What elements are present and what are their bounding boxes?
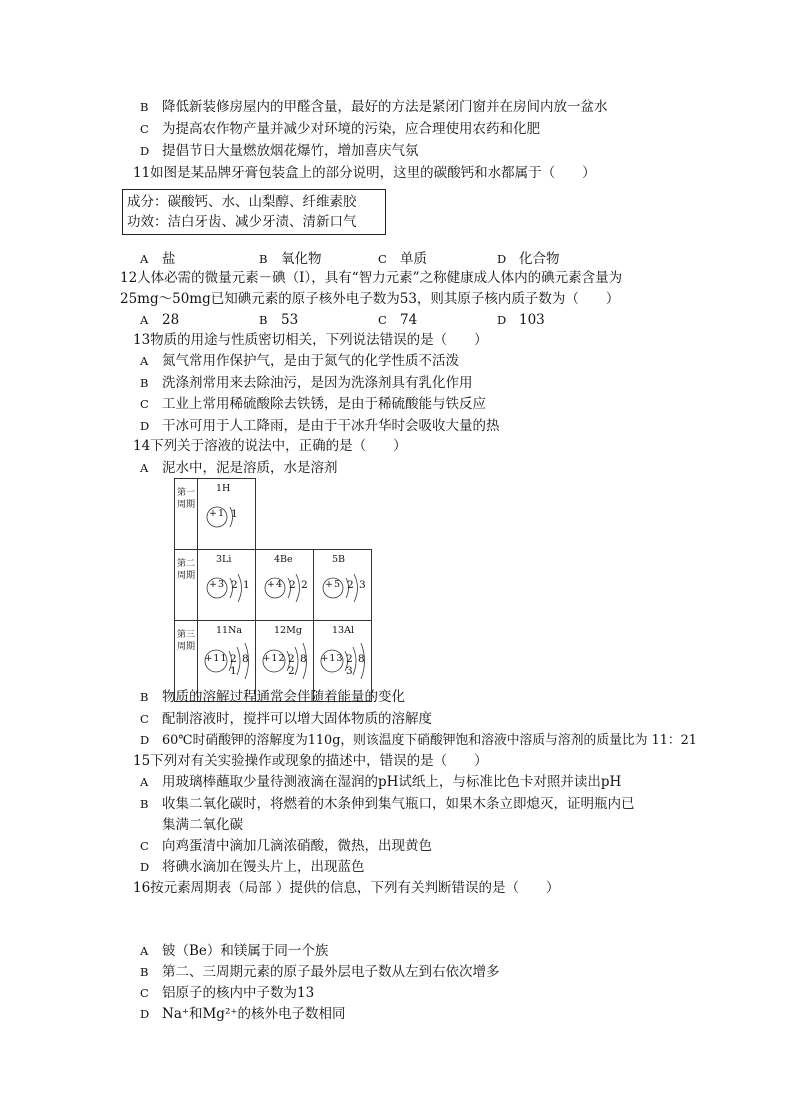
electron-shells: 2 2: [289, 579, 309, 591]
option-c: [140, 710, 432, 728]
option-letter: D: [497, 252, 507, 266]
option-text: 化合物: [519, 251, 560, 267]
option-letter: B: [259, 252, 268, 266]
element-symbol: 4Be: [274, 554, 293, 565]
option-text: 洗涤剂常用来去除油污，是因为洗涤剂具有乳化作用: [162, 375, 473, 391]
option-b-continuation: [140, 816, 243, 834]
option-b: [140, 374, 473, 392]
electron-shells: 2 1: [231, 579, 251, 591]
option-d: [497, 247, 560, 267]
question-15-stem: 15下列对有关实验操作或现象的描述中，错误的是（ ）: [133, 753, 488, 769]
ingredients-line: 成分：碳酸钙、水、山梨醇、纤维素胶: [127, 194, 357, 210]
option-letter: B: [140, 965, 149, 979]
option-d: [140, 731, 697, 750]
period-label: 第三周期: [175, 621, 198, 702]
question-12-stem-line1: 12人体必需的微量元素－碘（I），具有“智力元素”之称健康成人体内的碘元素含量为: [120, 270, 623, 286]
question-13-stem: 13物质的用途与性质密切相关，下列说法错误的是（ ）: [133, 332, 488, 348]
option-text: 53: [281, 312, 299, 328]
option-letter: C: [140, 712, 149, 726]
option-letter: D: [140, 144, 150, 158]
electron-shells: 1: [231, 508, 239, 520]
nucleus-charge: +5: [324, 579, 341, 590]
option-text: 铍（Be）和镁属于同一个族: [162, 943, 329, 959]
option-text: 收集二氧化碳时，将燃着的木条伸到集气瓶口，如果木条立即熄灭，证明瓶内已: [162, 796, 635, 812]
option-text: Na⁺和Mg²⁺的核外电子数相同: [162, 1006, 346, 1022]
electron-shells: 2 8 3: [346, 653, 366, 677]
option-letter: C: [140, 839, 149, 853]
option-letter: A: [140, 461, 149, 475]
electron-shells: 2 3: [347, 579, 367, 591]
option-text: 第二、三周期元素的原子最外层电子数从左到右依次增多: [162, 964, 500, 980]
option-b: [140, 688, 405, 706]
option-letter: D: [140, 1007, 150, 1021]
option-text: 干冰可用于人工降雨，是由于干冰升华时会吸收大量的热: [162, 418, 500, 434]
option-letter: B: [140, 100, 149, 114]
element-symbol: 5B: [332, 554, 346, 565]
option-letter: B: [140, 690, 149, 704]
option-c: [378, 312, 417, 328]
option-letter: A: [140, 354, 149, 368]
option-b: [140, 795, 635, 813]
option-text: 氧化物: [281, 251, 322, 267]
option-d: [140, 142, 419, 160]
option-text: 铝原子的核内中子数为13: [162, 985, 315, 1001]
electron-shells: 2 8 1: [230, 653, 250, 677]
electron-shells: 2 8 2: [288, 653, 308, 677]
option-letter: C: [140, 397, 149, 411]
nucleus-charge: +4: [266, 579, 283, 590]
periodic-table-fragment: [174, 478, 372, 702]
option-letter: D: [140, 860, 150, 874]
option-letter: B: [259, 313, 268, 327]
option-c: [140, 984, 314, 1002]
nucleus-charge: +1: [208, 508, 225, 519]
option-text: 盐: [162, 251, 176, 267]
option-letter: A: [140, 313, 149, 327]
option-a: [140, 773, 621, 791]
option-a: [140, 459, 338, 477]
option-b: [259, 312, 298, 328]
option-c: [378, 247, 427, 267]
option-text: 工业上常用稀硫酸除去铁锈，是由于稀硫酸能与铁反应: [162, 396, 486, 412]
question-12-stem-line2: 25mg～50mg已知碘元素的原子核外电子数为53，则其原子核内质子数为（ ）: [120, 291, 620, 307]
option-text: 集满二氧化碳: [162, 817, 243, 833]
option-text: 氮气常用作保护气，是由于氮气的化学性质不活泼: [162, 353, 459, 369]
option-text: 28: [162, 312, 180, 328]
option-letter: C: [378, 252, 387, 266]
option-letter: A: [140, 775, 149, 789]
option-letter: D: [140, 733, 150, 747]
nucleus-charge: +3: [208, 579, 225, 590]
option-letter: C: [140, 986, 149, 1000]
option-letter: C: [378, 313, 387, 327]
question-11-stem: 11如图是某品牌牙膏包装盒上的部分说明，这里的碳酸钙和水都属于（ ）: [133, 165, 596, 181]
option-text: 单质: [400, 251, 427, 267]
option-text: 泥水中，泥是溶质，水是溶剂: [162, 460, 338, 476]
option-text: 降低新装修房屋内的甲醛含量，最好的方法是紧闭门窗并在房间内放一盆水: [162, 99, 608, 115]
element-symbol: 3Li: [216, 554, 232, 565]
option-letter: D: [140, 419, 150, 433]
element-symbol: 1H: [216, 483, 231, 494]
option-a: [140, 942, 328, 960]
option-letter: C: [140, 122, 149, 136]
option-letter: D: [497, 313, 507, 327]
option-d: [497, 312, 545, 328]
option-text: 将碘水滴加在馒头片上，出现蓝色: [162, 859, 365, 875]
option-text: 为提高农作物产量并减少对环境的污染，应合理使用农药和化肥: [162, 121, 540, 137]
option-a: [140, 312, 179, 328]
element-cell-li: [198, 550, 256, 621]
option-letter: B: [140, 376, 149, 390]
option-letter: A: [140, 252, 149, 266]
option-text: 用玻璃棒蘸取少量待测液滴在湿润的pH试纸上，与标准比色卡对照并读出pH: [162, 774, 622, 790]
option-c: [140, 120, 540, 138]
nucleus-charge: +11: [204, 653, 228, 664]
question-14-stem: 14下列关于溶液的说法中，正确的是（ ）: [133, 438, 407, 454]
question-16-stem: 16按元素周期表（局部 ）提供的信息，下列有关判断错误的是（ ）: [133, 880, 560, 896]
element-symbol: 11Na: [216, 625, 243, 636]
option-text: 向鸡蛋清中滴加几滴浓硝酸，微热，出现黄色: [162, 838, 432, 854]
element-cell-b: [314, 550, 372, 621]
option-c: [140, 837, 432, 855]
element-symbol: 13Al: [332, 625, 354, 636]
effects-line: 功效：洁白牙齿、减少牙渍、清新口气: [127, 214, 357, 230]
element-cell-h: [198, 479, 256, 550]
nucleus-charge: +13: [320, 653, 344, 664]
option-text: 74: [400, 312, 418, 328]
period-label: 第二周期: [175, 550, 198, 621]
option-b: [140, 98, 608, 116]
option-text: 配制溶液时，搅拌可以增大固体物质的溶解度: [162, 711, 432, 727]
nucleus-charge: +12: [262, 653, 286, 664]
option-c: [140, 395, 486, 413]
option-d: [140, 1005, 346, 1023]
option-text: 60℃时硝酸钾的溶解度为110g，则该温度下硝酸钾饱和溶液中溶质与溶剂的质量比为 11：21: [162, 733, 697, 748]
option-text: 物质的溶解过程通常会伴随着能量的变化: [162, 689, 405, 705]
toothpaste-label-box: [122, 189, 386, 235]
option-letter: A: [140, 944, 149, 958]
option-text: 提倡节日大量燃放烟花爆竹，增加喜庆气氛: [162, 143, 419, 159]
period-label: 第一周期: [175, 479, 198, 550]
element-cell-be: [256, 550, 314, 621]
option-a: [140, 352, 459, 370]
option-text: 103: [519, 312, 545, 328]
option-d: [140, 858, 365, 876]
option-b: [140, 963, 500, 981]
option-a: [140, 247, 176, 267]
element-symbol: 12Mg: [274, 625, 302, 636]
option-letter: B: [140, 797, 149, 811]
option-b: [259, 247, 322, 267]
option-d: [140, 417, 500, 435]
